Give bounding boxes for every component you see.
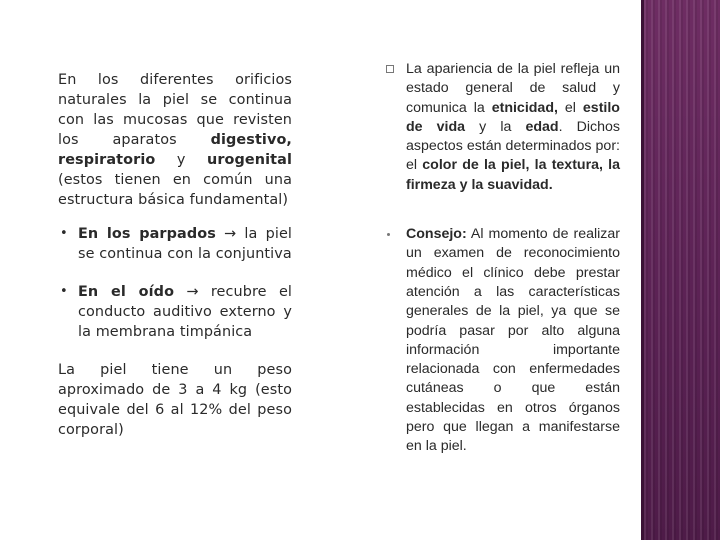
decorative-side-panel	[641, 0, 720, 540]
bold-age: edad	[525, 118, 559, 135]
advice-item	[382, 225, 620, 457]
bullet-icon: •	[60, 226, 68, 241]
checkbox-bullet-icon	[386, 65, 394, 73]
appearance-text-2: el	[557, 99, 583, 116]
advice-label: Consejo:	[406, 226, 467, 243]
appearance-text-1: La apariencia de la piel refleja un estado general de salud y comunica la	[406, 61, 620, 116]
bullet-bold-label: En los parpados	[78, 226, 216, 242]
bullet-text: la piel se continua con la conjuntiva	[78, 226, 292, 262]
bold-lifestyle: estilo de vida	[406, 99, 620, 135]
advice-text: Al momento de realizar un examen de reconocimiento médico el clínico debe prestar atención a las características generales de la piel, ya que se podría pasar por alto alguna información importante relacionada con enfermedades cutáneas o que están establecidas en otros órganos pero que llegan a manifestarse en la piel.	[406, 226, 620, 455]
intro-text-3: (estos tienen en común una estructura básica fundamental)	[58, 172, 292, 208]
appearance-text-3: y la	[465, 118, 526, 135]
bullet-list	[58, 224, 292, 342]
appearance-text-4: . Dichos aspectos están determinados por: el	[406, 118, 620, 174]
bullet-bold-label: En el oído	[78, 284, 175, 300]
intro-text-2: y	[155, 152, 207, 168]
intro-text-1: En los diferentes orificios naturales la piel se continua con las mucosas que revisten los aparatos	[58, 72, 292, 148]
panel-edge	[641, 0, 644, 540]
appearance-item	[382, 60, 620, 195]
bullet-icon: •	[60, 284, 68, 299]
dot-bullet-icon	[387, 233, 390, 236]
intro-paragraph	[58, 70, 292, 210]
panel-texture	[641, 0, 720, 540]
arrow-icon: →	[215, 226, 245, 242]
list-item	[58, 224, 292, 264]
intro-bold-systems: digestivo, respiratorio	[58, 132, 292, 168]
right-column	[382, 60, 620, 457]
list-item	[58, 282, 292, 342]
bold-ethnicity: etnicidad,	[491, 99, 558, 116]
bold-skin-properties: color de la piel, la textura, la firmeza y la suavidad.	[406, 157, 621, 193]
left-column	[58, 70, 292, 440]
weight-paragraph: La piel tiene un peso aproximado de 3 a 4 kg (esto equivale del 6 al 12% del peso corporal)	[58, 362, 292, 438]
bullet-text: recubre el conducto auditivo externo y la membrana timpánica	[78, 284, 292, 340]
arrow-icon: →	[174, 284, 211, 300]
intro-bold-urogenital: urogenital	[207, 152, 292, 168]
